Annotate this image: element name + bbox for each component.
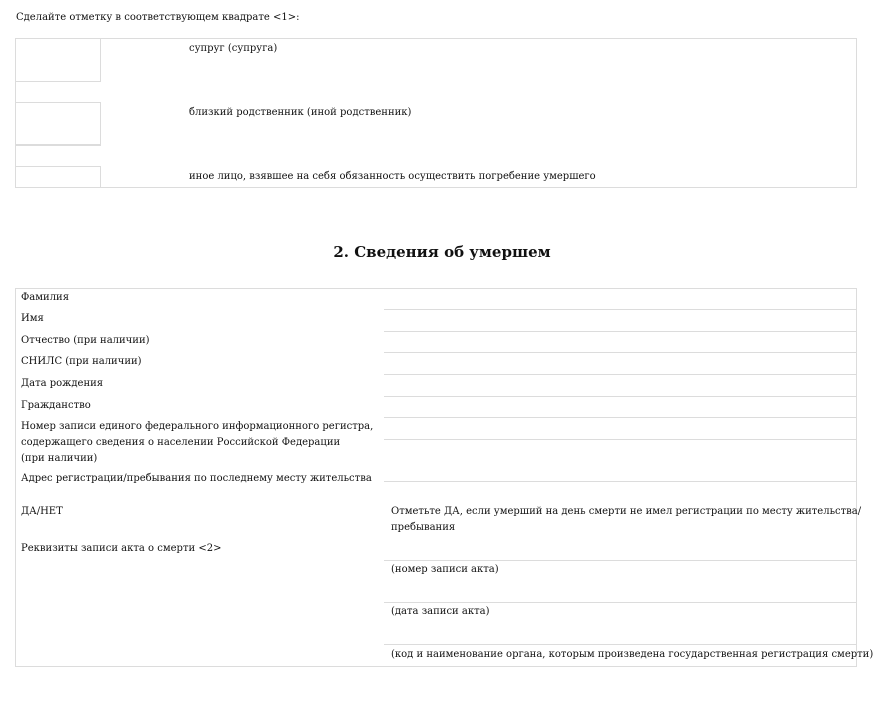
no-registration-note: пребывания	[391, 522, 456, 533]
birth-date-label: Дата рождения	[21, 378, 104, 389]
name-input[interactable]	[385, 310, 856, 331]
checkbox-spouse[interactable]	[16, 39, 101, 82]
yes-no-field[interactable]: ДА/НЕТ	[21, 506, 63, 517]
register-number-input[interactable]	[385, 418, 856, 481]
instruction-text: Сделайте отметку в соответствующем квадрате <1>:	[16, 12, 300, 23]
divider	[384, 481, 856, 482]
death-record-label: Реквизиты записи акта о смерти <2>	[21, 543, 222, 554]
divider	[384, 602, 856, 603]
birth-date-input[interactable]	[385, 375, 856, 396]
surname-label: Фамилия	[21, 292, 70, 303]
section-title: 2. Сведения об умершем	[333, 243, 551, 261]
checkbox-relative[interactable]	[16, 102, 101, 145]
option-relative-label: близкий родственник (иной родственник)	[189, 107, 412, 118]
snils-label: СНИЛС (при наличии)	[21, 356, 142, 367]
name-label: Имя	[21, 313, 44, 324]
record-authority-field[interactable]: (код и наименование органа, которым произведена государственная регистрация смерти)	[391, 649, 874, 660]
checkbox-other-person[interactable]	[16, 166, 101, 188]
divider	[384, 560, 856, 561]
address-label: Адрес регистрации/пребывания по последнему месту жительства	[21, 473, 372, 484]
divider	[384, 644, 856, 645]
patronymic-input[interactable]	[385, 332, 856, 352]
snils-input[interactable]	[385, 353, 856, 374]
record-date-field[interactable]: (дата записи акта)	[391, 606, 490, 617]
option-spouse-label: супруг (супруга)	[189, 43, 278, 54]
register-number-label: содержащего сведения о населении Российской Федерации	[21, 437, 341, 448]
divider	[16, 145, 101, 146]
citizenship-label: Гражданство	[21, 400, 91, 411]
no-registration-note: Отметьте ДА, если умерший на день смерти не имел регистрации по месту жительства/	[391, 506, 862, 517]
option-other-person-label: иное лицо, взявшее на себя обязанность осуществить погребение умершего	[189, 171, 596, 182]
relationship-table	[15, 38, 857, 188]
register-number-label: Номер записи единого федерального информационного регистра,	[21, 421, 374, 432]
patronymic-label: Отчество (при наличии)	[21, 335, 150, 346]
record-number-field[interactable]: (номер записи акта)	[391, 564, 499, 575]
citizenship-input[interactable]	[385, 397, 856, 417]
surname-input[interactable]	[385, 289, 856, 309]
register-number-label: (при наличии)	[21, 453, 98, 464]
